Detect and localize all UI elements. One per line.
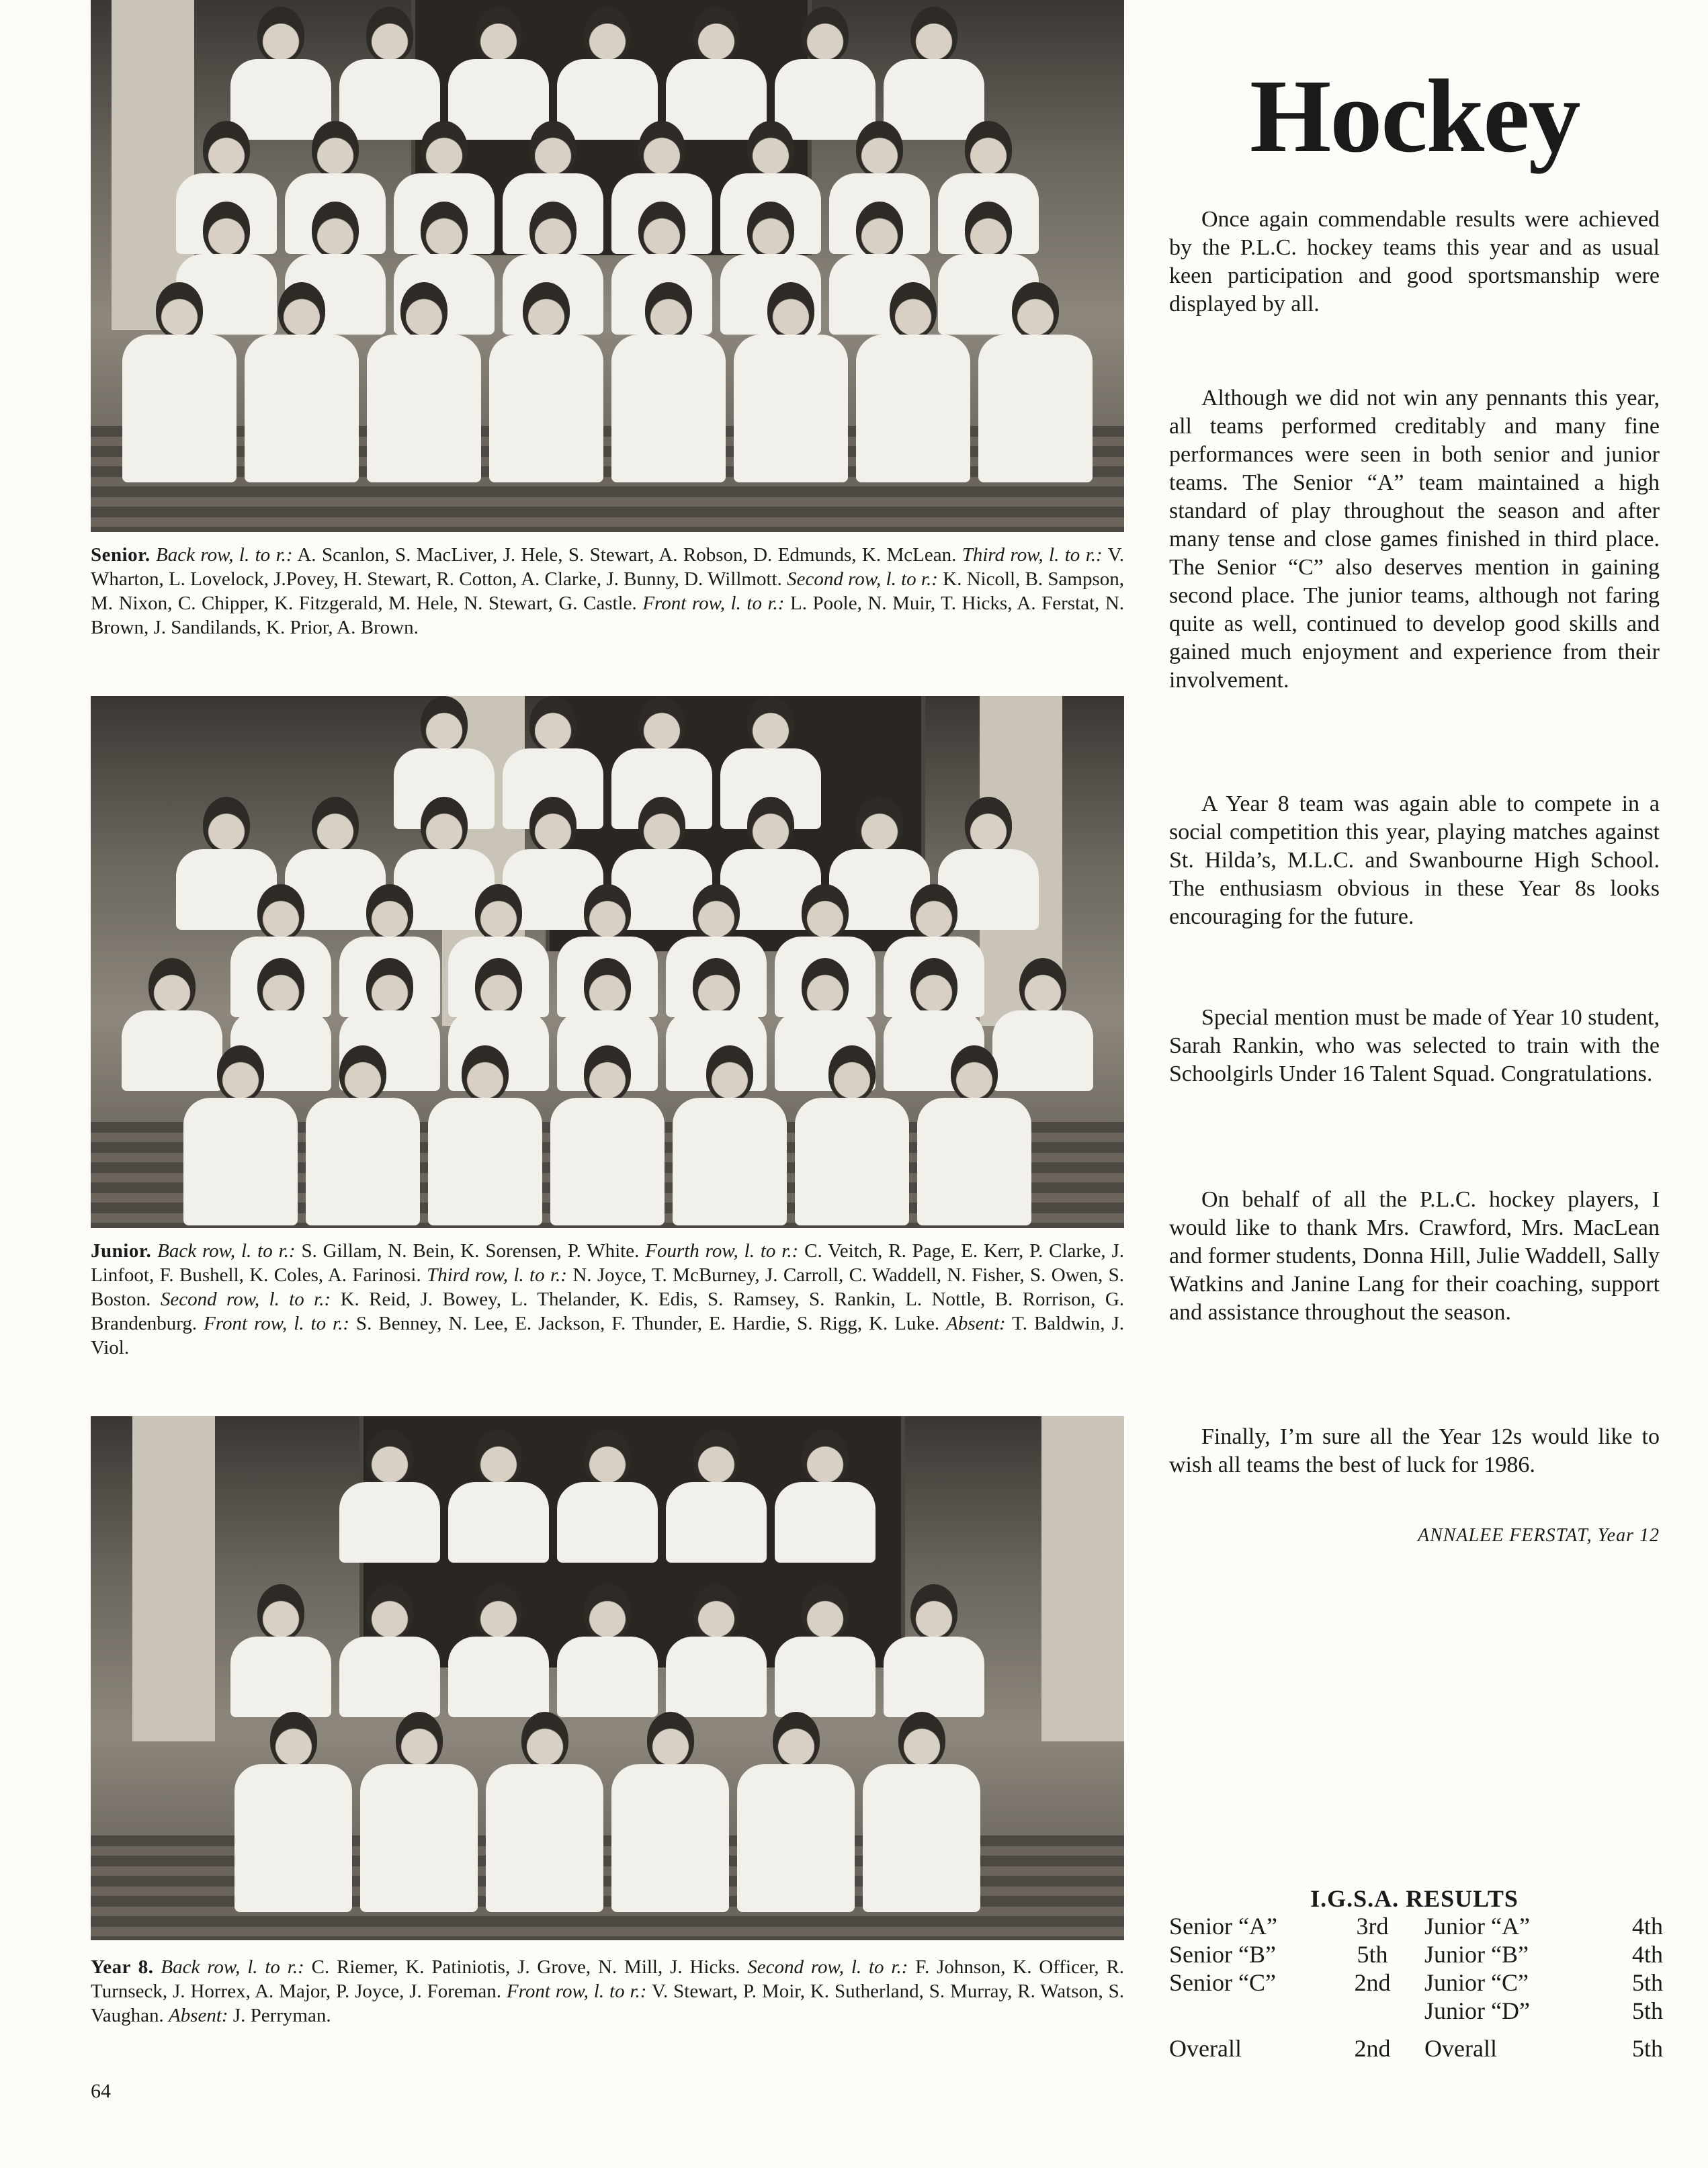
row-label: Front row, l. to r.:: [204, 1313, 350, 1334]
results-table: [1169, 1912, 1663, 2063]
overall-label: Overall: [1424, 2035, 1497, 2062]
senior-caption: [91, 543, 1124, 640]
caption-group: Senior.: [91, 544, 151, 566]
placing: 4th: [1631, 1941, 1663, 1968]
overall-row: [1169, 2034, 1663, 2063]
page-number: 64: [91, 2080, 111, 2102]
placing: 5th: [1631, 1969, 1663, 1996]
row-label: Front row, l. to r.:: [642, 593, 785, 614]
team-name: Senior “B”: [1169, 1941, 1276, 1968]
row-label: Back row, l. to r.:: [156, 544, 293, 566]
row-names: N. Joyce, T. McBurney, J. Carroll, C. Waddell, N. Fisher, S. Owen, S. Boston.: [91, 1264, 1125, 1310]
junior-caption: [91, 1239, 1124, 1360]
table-row: [1169, 1940, 1663, 1968]
row-label: Back row, l. to r.:: [157, 1240, 296, 1262]
table-row: [1169, 1968, 1663, 1997]
row-names: C. Riemer, K. Patiniotis, J. Grove, N. Mill, J. Hicks.: [311, 1956, 740, 1978]
placing: 4th: [1631, 1913, 1663, 1940]
row-names: A. Scanlon, S. MacLiver, J. Hele, S. Stewart, A. Robson, D. Edmunds, K. McLean.: [297, 544, 957, 566]
team-name: Junior “A”: [1424, 1913, 1530, 1940]
results-title: I.G.S.A. RESULTS: [1310, 1885, 1519, 1912]
row-label: Front row, l. to r.:: [506, 1981, 647, 2002]
row-names: L. Poole, N. Muir, T. Hicks, A. Ferstat, N. Brown, J. Sandilands, K. Prior, A. Brown.: [91, 593, 1125, 638]
year8-caption: [91, 1955, 1124, 2028]
article-paragraph: Special mention must be made of Year 10 student, Sarah Rankin, who was selected to train with the Schoolgirls Under 16 Talent Squad. Congratulations.: [1169, 1005, 1660, 1086]
article-paragraph: Once again commendable results were achieved by the P.L.C. hockey teams this year and as usual keen participation and good sportsmanship were displayed by all.: [1169, 207, 1660, 316]
article-paragraph: Although we did not win any pennants this year, all teams performed creditably and many fine performances were seen in both senior and junior teams. The Senior “A” team maintained a high standard of play throughout the season and after many tense and close games finished in third place. The Senior “C” also deserves mention in gaining second place. The junior teams, although not faring quite as well, continued to develop good skills and gained much enjoyment and experience from their involvement.: [1169, 386, 1660, 693]
overall-label: Overall: [1169, 2035, 1242, 2062]
placing: 2nd: [1354, 1969, 1391, 1996]
placing: 2nd: [1354, 2035, 1391, 2062]
row-names: K. Reid, J. Bowey, L. Thelander, K. Edis, S. Ramsey, S. Rankin, L. Nottle, B. Rorrison, G. Brandenburg.: [91, 1289, 1125, 1334]
table-row: [1169, 1997, 1663, 2025]
year8-team-photo: [91, 1416, 1124, 1940]
senior-team-photo: [91, 0, 1124, 532]
placing: [1320, 1997, 1424, 2025]
team-name: Junior “B”: [1424, 1941, 1529, 1968]
caption-group: Junior.: [91, 1240, 152, 1262]
team-name: Junior “C”: [1424, 1969, 1529, 1996]
placing: 5th: [1357, 1941, 1388, 1968]
row-label: Second row, l. to r.:: [160, 1289, 331, 1310]
row-label: Back row, l. to r.:: [161, 1956, 304, 1978]
caption-group: Year 8.: [91, 1956, 154, 1978]
table-row: [1169, 1912, 1663, 1940]
row-names: S. Benney, N. Lee, E. Jackson, F. Thunder, E. Hardie, S. Rigg, K. Luke.: [356, 1313, 940, 1334]
team-name: Junior “D”: [1424, 1997, 1530, 2024]
row-names: C. Veitch, R. Page, E. Kerr, P. Clarke, J. Linfoot, F. Bushell, K. Coles, A. Farinosi.: [91, 1240, 1125, 1286]
row-label: Third row, l. to r.:: [962, 544, 1103, 566]
row-label: Absent:: [946, 1313, 1006, 1334]
placing: 5th: [1631, 1997, 1663, 2024]
row-names: S. Gillam, N. Bein, K. Sorensen, P. White.: [301, 1240, 640, 1262]
team-name: Senior “A”: [1169, 1913, 1277, 1940]
row-label: Absent:: [168, 2005, 228, 2026]
team-name: [1169, 1997, 1320, 2025]
row-names: J. Perryman.: [232, 2005, 331, 2026]
row-names: F. Johnson, K. Officer, R. Turnseck, J. Horrex, A. Major, P. Joyce, J. Foreman.: [91, 1956, 1125, 2002]
page-title: Hockey: [1250, 58, 1580, 174]
article-paragraph: A Year 8 team was again able to compete in a social competition this year, playing matches against St. Hilda’s, M.L.C. and Swanbourne High School. The enthusiasm obvious in these Year 8s looks encouraging for the future.: [1169, 791, 1660, 929]
row-names: V. Stewart, P. Moir, K. Sutherland, S. Murray, R. Watson, S. Vaughan.: [91, 1981, 1124, 2026]
row-label: Fourth row, l. to r.:: [645, 1240, 799, 1262]
row-label: Second row, l. to r.:: [747, 1956, 908, 1978]
team-name: Senior “C”: [1169, 1969, 1276, 1996]
author-byline: ANNALEE FERSTAT, Year 12: [1417, 1525, 1660, 1546]
row-names: V. Wharton, L. Lovelock, J.Povey, H. Stewart, R. Cotton, A. Clarke, J. Bunny, D. Willmott.: [91, 544, 1125, 590]
row-label: Second row, l. to r.:: [787, 568, 938, 590]
row-label: Third row, l. to r.:: [427, 1264, 567, 1286]
row-names: T. Baldwin, J. Viol.: [91, 1313, 1125, 1358]
article-paragraph: Finally, I’m sure all the Year 12s would like to wish all teams the best of luck for 1986.: [1169, 1424, 1660, 1477]
junior-team-photo: [91, 696, 1124, 1228]
placing: 5th: [1631, 2035, 1663, 2062]
row-names: K. Nicoll, B. Sampson, M. Nixon, C. Chipper, K. Fitzgerald, M. Hele, N. Stewart, G. Castle.: [91, 568, 1125, 614]
article-paragraph: On behalf of all the P.L.C. hockey players, I would like to thank Mrs. Crawford, Mrs. MacLean and former students, Donna Hill, Julie Waddell, Sally Watkins and Janine Lang for their coaching, support and assistance throughout the season.: [1169, 1187, 1660, 1325]
placing: 3rd: [1356, 1913, 1389, 1940]
